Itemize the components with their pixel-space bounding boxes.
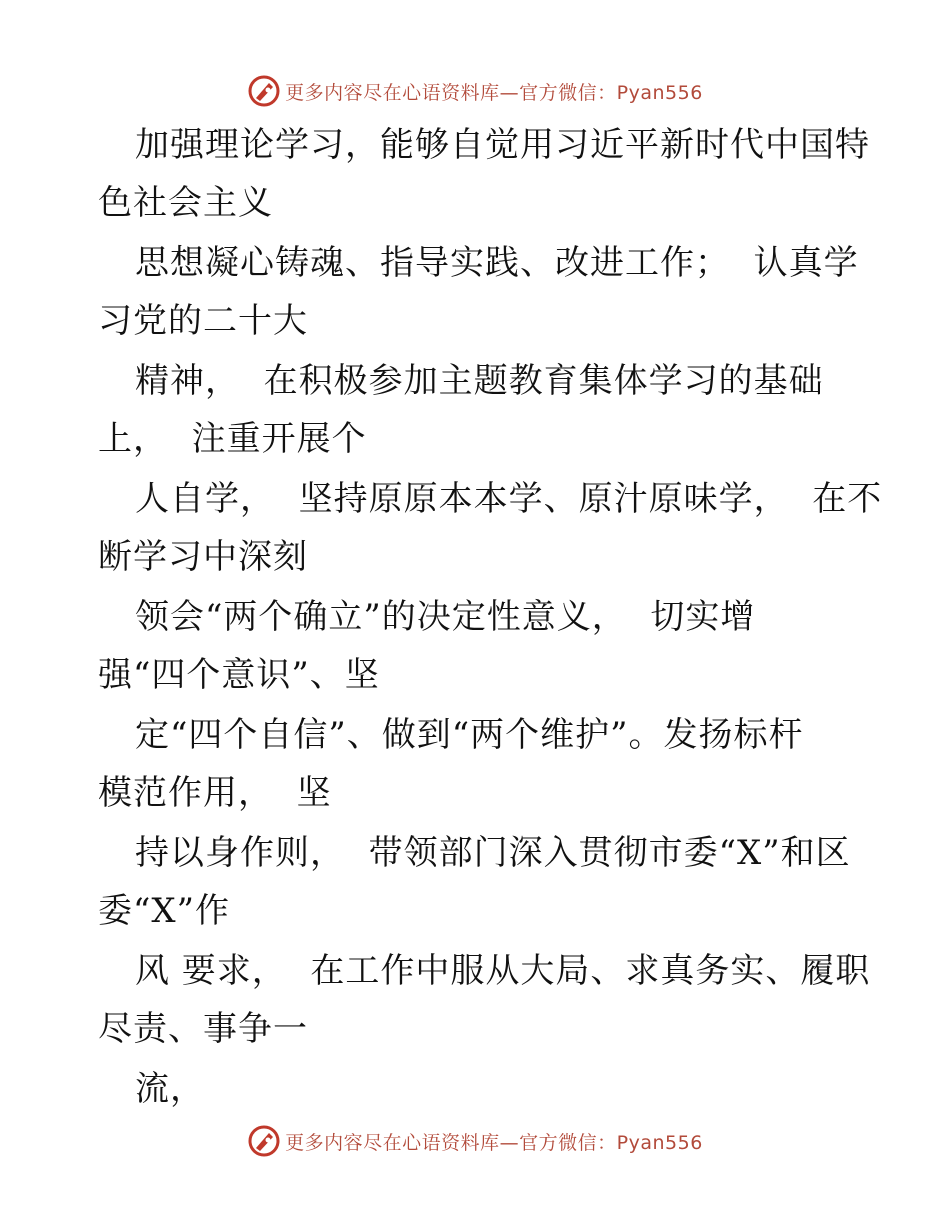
body-line: 持以身作则， 带领部门深入贯彻市委“X”和区 — [135, 833, 851, 873]
body-line: 委“X”作 — [98, 891, 230, 931]
body-line: 人自学， 坚持原原本本学、原汁原味学， 在不 — [135, 479, 883, 519]
body-line: 习党的二十大 — [98, 301, 308, 341]
body-line: 流， — [135, 1069, 205, 1109]
body-line: 断学习中深刻 — [98, 537, 308, 577]
footer-banner — [0, 1121, 950, 1161]
body-line: 领会“两个确立”的决定性意义， 切实增 — [135, 597, 756, 637]
body-line: 色社会主义 — [98, 183, 273, 223]
body-line: 上， 注重开展个 — [98, 419, 367, 459]
body-line: 定“四个自信”、做到“两个维护”。发扬标杆 — [135, 715, 804, 755]
footer-banner-text: 更多内容尽在心语资料库—官方微信：Pyan556 — [285, 1131, 703, 1154]
body-line: 风 要求， 在工作中服从大局、求真务实、履职 — [135, 951, 871, 991]
header-banner — [0, 71, 950, 111]
pen-logo-icon — [247, 74, 281, 108]
pen-logo-icon — [247, 1124, 281, 1158]
body-line: 模范作用， 坚 — [98, 773, 332, 813]
body-line: 精神， 在积极参加主题教育集体学习的基础 — [135, 361, 824, 401]
body-line: 强“四个意识”、坚 — [98, 655, 380, 695]
header-banner-text: 更多内容尽在心语资料库—官方微信：Pyan556 — [285, 81, 703, 104]
body-line: 思想凝心铸魂、指导实践、改进工作； 认真学 — [135, 243, 859, 283]
body-line: 尽责、事争一 — [98, 1009, 308, 1049]
body-line: 加强理论学习，能够自觉用习近平新时代中国特 — [135, 125, 870, 165]
